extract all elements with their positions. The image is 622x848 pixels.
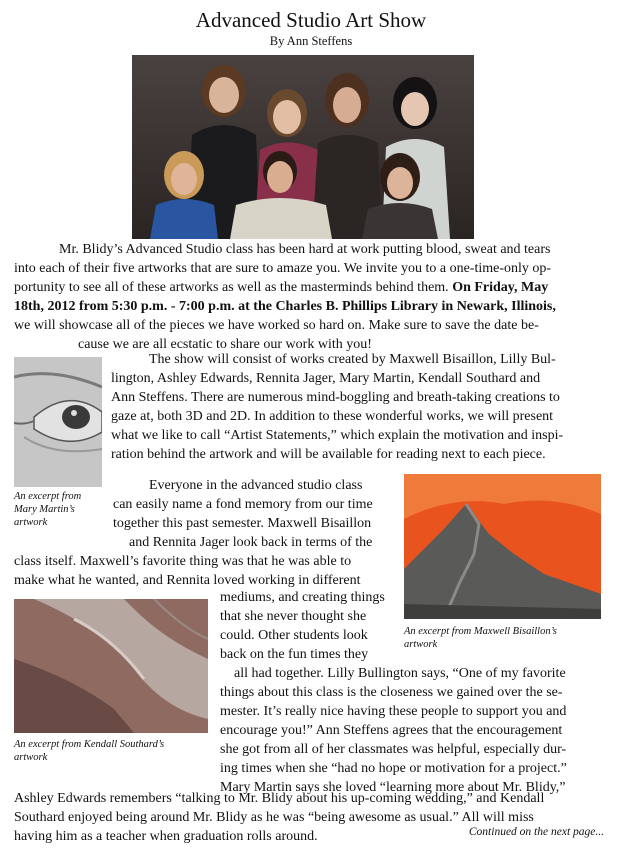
text-line: Everyone in the advanced studio class [149, 478, 363, 493]
text-line: Southard enjoyed being around Mr. Blidy as he was “being awesome as usual.” All will miss [14, 810, 534, 825]
text-line: that she never thought she [220, 609, 367, 624]
text-line: Ann Steffens. There are numerous mind-boggling and breath-taking creations to [111, 390, 560, 405]
text-line: lington, Ashley Edwards, Rennita Jager, Mary Martin, Kendall Southard and [111, 371, 541, 386]
paragraph-memories-end [14, 789, 544, 846]
text-line: gaze at, both 3D and 2D. In addition to these wonderful works, we will present [111, 409, 554, 424]
caption-line: An excerpt from Maxwell Bisaillon’s [404, 626, 557, 637]
paragraph-memories-wide [14, 552, 361, 590]
caption-mary-martin [14, 490, 81, 529]
text-line: encourage you!” Ann Steffens agrees that the encouragement [220, 723, 563, 738]
text-line: mester. It’s really nice having these people to support you and [220, 704, 567, 719]
kendall-southard-artwork [14, 599, 208, 733]
caption-maxwell-bisaillon [404, 625, 557, 651]
text-line: can easily name a fond memory from our time [113, 497, 373, 512]
paragraph-memories-start [113, 476, 373, 552]
paragraph-memories-narrow [220, 588, 385, 664]
text-line: we will showcase all of the pieces we have worked so hard on. Make sure to save the date be- [14, 318, 539, 333]
text-line: she got from all of her classmates was helpful, especially dur- [220, 742, 567, 757]
text-line: having him as a teacher when graduation rolls around. [14, 829, 318, 844]
paragraph-show [111, 350, 563, 464]
event-details-bold: 18th, 2012 from 5:30 p.m. - 7:00 p.m. at the Charles B. Phillips Library in Newark, Illinois, [14, 299, 556, 314]
text-line: class itself. Maxwell’s favorite thing was that he was able to [14, 554, 352, 569]
text-line: Mr. Blidy’s Advanced Studio class has been hard at work putting blood, sweat and tears [59, 242, 551, 257]
mary-martin-artwork [14, 357, 102, 487]
text-line: what we like to call “Artist Statements,” which explain the motivation and inspi- [111, 428, 564, 443]
group-photo [132, 55, 474, 239]
caption-line: artwork [14, 517, 48, 528]
text-line: things about this class is the closeness we gained over the se- [220, 685, 563, 700]
text-line: could. Other students look [220, 628, 368, 643]
paragraph-memories-mid [220, 664, 567, 797]
text-line: Ashley Edwards remembers “talking to Mr. Blidy about his up-coming wedding,” and Kendall [14, 791, 545, 806]
text-line: make what he wanted, and Rennita loved working in different [14, 573, 361, 588]
text-line: ing times when she “had no hope or motivation for a project.” [220, 761, 567, 776]
event-date-bold: On Friday, May [452, 280, 549, 295]
text-line: all had together. Lilly Bullington says, “One of my favorite [234, 666, 566, 681]
caption-line: artwork [404, 639, 438, 650]
article-title: Advanced Studio Art Show [195, 8, 427, 32]
text-line: and Rennita Jager look back in terms of the [129, 535, 373, 550]
text-line: Mary Martin says she loved “learning more about Mr. Blidy,” [220, 780, 566, 795]
caption-line: An excerpt from [14, 491, 82, 502]
continued-note: Continued on the next page... [468, 826, 604, 838]
text-line: back on the fun times they [220, 647, 369, 662]
caption-line: artwork [14, 752, 48, 763]
caption-line: An excerpt from Kendall Southard’s [14, 739, 165, 750]
maxwell-bisaillon-artwork [404, 474, 601, 619]
caption-kendall-southard [14, 738, 164, 764]
text-line [14, 278, 556, 297]
article-byline: By Ann Steffens [269, 34, 353, 48]
text-line-part: portunity to see all of these artworks as well as the masterminds behind them. [14, 280, 449, 295]
text-line: into each of their five artworks that are sure to amaze you. We invite you to a one-time-only op- [14, 261, 552, 276]
text-line: ration behind the artwork and will be available for reading next to each piece. [111, 447, 546, 462]
text-line: mediums, and creating things [220, 590, 385, 605]
paragraph-intro [14, 240, 556, 354]
caption-line: Mary Martin’s [14, 504, 75, 515]
text-line: together this past semester. Maxwell Bisaillon [113, 516, 372, 531]
text-line: cause we are all ecstatic to share our work with you! [78, 337, 372, 352]
text-line: The show will consist of works created by Maxwell Bisaillon, Lilly Bul- [149, 352, 556, 367]
